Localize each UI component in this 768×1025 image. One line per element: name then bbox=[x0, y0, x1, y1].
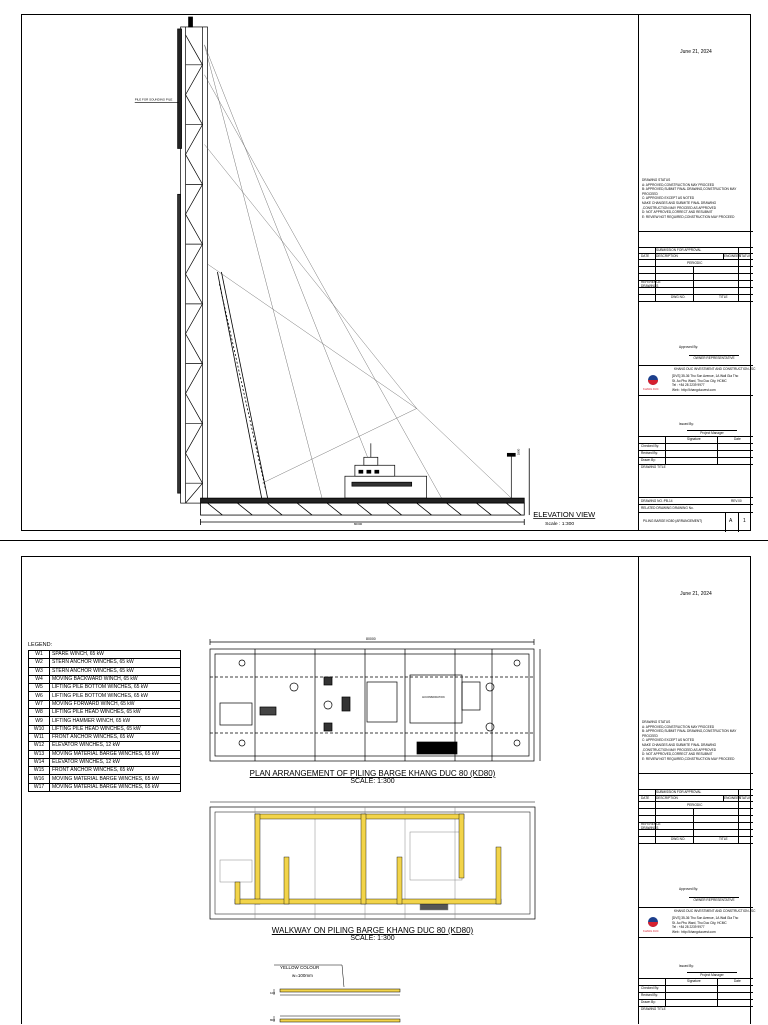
company-logo-text: KHANG DUC bbox=[643, 388, 659, 391]
plan-caption bbox=[210, 769, 535, 785]
submission-label: SUBMISSION FOR APPROVAL bbox=[656, 248, 702, 252]
checked-by-label: Checked By: bbox=[641, 986, 660, 990]
sheet-revision: A bbox=[729, 518, 733, 524]
related-drawing: RELATED DRAWING DRAWING No. bbox=[641, 506, 694, 510]
elevation-scale: Scale : 1:300 bbox=[545, 521, 575, 528]
company-name: KHANG DUC INVESTMENT AND CONSTRUCTION JSC bbox=[674, 909, 756, 913]
legend-row: W3 STERN ANCHOR WINCHES, 65 kW bbox=[29, 667, 181, 675]
legend-row: W10 LIFTING PILE HEAD WINCHES, 65 kW bbox=[29, 725, 181, 733]
yellow-colour-note: YELLOW COLOUR bbox=[280, 965, 320, 970]
project-manager-label: Project Manager bbox=[687, 972, 737, 977]
deck-house bbox=[345, 443, 515, 498]
legend-row: W16 MOVING MATERIAL BARGE WINCHES, 65 kW bbox=[29, 775, 181, 783]
plan-title: PLAN ARRANGEMENT OF PILING BARGE KHANG DUC 80 (KD80) bbox=[249, 769, 496, 778]
owner-rep-label: OWNER REPRESENTATIVE bbox=[689, 355, 739, 360]
drawing-title-label: DRAWING TITLE bbox=[641, 465, 666, 469]
title-col-label: TITLE bbox=[719, 295, 728, 299]
revised-by-label: Revised By: bbox=[641, 451, 659, 455]
plan-arrangement bbox=[210, 639, 540, 761]
company-logo-text: KHANG DUC bbox=[643, 930, 659, 933]
dwg-no-label: DWG NO. bbox=[671, 295, 686, 299]
col-date: DATE bbox=[641, 254, 650, 258]
plan-and-walkway-drawing bbox=[22, 557, 638, 1025]
detail-dimension-b: 800 bbox=[270, 1018, 276, 1022]
sheet-number: 1 bbox=[743, 518, 746, 524]
walkway-caption bbox=[210, 926, 535, 942]
periodic-label: PERIODIC bbox=[687, 803, 703, 807]
issued-by-label: Issued By: bbox=[679, 964, 694, 968]
drawing-title-label: DRAWING TITLE bbox=[641, 1007, 666, 1011]
stay-cables bbox=[204, 45, 511, 498]
dwg-no-label: DWG NO. bbox=[671, 837, 686, 841]
company-name: KHANG DUC INVESTMENT AND CONSTRUCTION JSC bbox=[674, 367, 756, 371]
detail-dimension-a: 100 bbox=[270, 991, 276, 995]
walkway-scale: SCALE: 1:300 bbox=[350, 935, 395, 942]
hull-length-dimension: 80000 bbox=[353, 522, 363, 527]
col-engineer: ENGINEER bbox=[724, 254, 741, 258]
signature-label: Signature bbox=[687, 437, 701, 441]
drawing-sheet-elevation bbox=[21, 14, 756, 531]
reference-drawings: REFERENCE DRAWINGS bbox=[641, 280, 661, 288]
legend-row: W13 MOVING MATERIAL BARGE WINCHES, 65 kW bbox=[29, 750, 181, 758]
legend-row: W12 ELEVATOR WINCHES, 12 kW bbox=[29, 742, 181, 750]
col-description: DESCRIPTION bbox=[656, 796, 678, 800]
legend-row: W2 STERN ANCHOR WINCHES, 65 kW bbox=[29, 659, 181, 667]
plan-drawing-area bbox=[22, 557, 638, 1024]
reference-drawings: REFERENCE DRAWINGS bbox=[641, 822, 661, 830]
drawing-sheet-plan bbox=[21, 556, 756, 1024]
legend-row: W8 LIFTING PILE HEAD WINCHES, 65 kW bbox=[29, 709, 181, 717]
date-label: Date bbox=[734, 979, 741, 983]
leader-tower bbox=[178, 17, 208, 503]
legend-row: W1 SPARE WINCH, 65 kW bbox=[29, 651, 181, 659]
yellow-width-note: w=100mm bbox=[292, 973, 313, 978]
company-logo bbox=[645, 373, 661, 389]
drawing-status-notes: DRAWING STATUS A: APPROVED,CONSTRUCTION MAY PROCEED B: APPROVED,SUBMIT FINAL DRAWING,CONSTRUCTION MAY PROCEED C: APPROVED EXCEPT AS NOTED MAKE CHANGES AND SUBMITE FINAL DRAWING ,CONSTRUCTION MAY PROCEED AS APPROVED D: NOT APPROVED,CORRECT AND RESUBMIT E: REVIEW NOT REQUIRED,CONSTRUCTION MAY PROCEED bbox=[642, 720, 737, 761]
legend-row: W15 FRONT ANCHOR WINCHES, 65 kW bbox=[29, 767, 181, 775]
company-address: [DVS] 35-36 Thu Son Avenue, 1A Wall Gia Tho St. Ao Phu Ward, Thu Duc City, HCMC Tel : +84 28 2239 9977 Web : http://khangducvest.com bbox=[672, 916, 739, 934]
checked-by-label: Checked By: bbox=[641, 444, 660, 448]
legend-row: W9 LIFTING HAMMER WINCH, 65 kW bbox=[29, 717, 181, 725]
sheet-separator bbox=[0, 540, 768, 541]
legend-row: W17 MOVING MATERIAL BARGE WINCHES, 65 kW bbox=[29, 783, 181, 791]
height-dimension: 1800 bbox=[516, 448, 521, 456]
plan-length-dimension: 80000 bbox=[366, 637, 376, 641]
issued-by-label: Issued By: bbox=[679, 422, 694, 426]
elevation-view-title: ELEVATION VIEW bbox=[533, 510, 596, 520]
col-engineer: ENGINEER bbox=[724, 796, 741, 800]
issue-date: June 21, 2024 bbox=[680, 591, 712, 597]
title-col-label: TITLE bbox=[719, 837, 728, 841]
title-block bbox=[638, 557, 756, 1024]
walkway-plan bbox=[210, 802, 535, 919]
company-address: [DVS] 35-36 Thu Son Avenue, 1A Wall Gia Tho St. Ao Phu Ward, Thu Duc City, HCMC Tel : +84 28 2239 9977 Web : http://khangducvest.com bbox=[672, 374, 739, 392]
owner-rep-label: OWNER REPRESENTATIVE bbox=[689, 897, 739, 902]
revised-by-label: Revised By: bbox=[641, 993, 659, 997]
drawing-status-notes: DRAWING STATUS A: APPROVED,CONSTRUCTION MAY PROCEED B: APPROVED,SUBMIT FINAL DRAWING,CONSTRUCTION MAY PROCEED C: APPROVED EXCEPT AS NOTED MAKE CHANGES AND SUBMITE FINAL DRAWING ,CONSTRUCTION MAY PROCEED AS APPROVED D: NOT APPROVED,CORRECT AND RESUBMIT E: REVIEW NOT REQUIRED,CONSTRUCTION MAY PROCEED bbox=[642, 178, 737, 219]
submission-label: SUBMISSION FOR APPROVAL bbox=[656, 790, 702, 794]
drawn-by-label: Drawn By: bbox=[641, 1000, 656, 1004]
drawn-by-label: Drawn By: bbox=[641, 458, 656, 462]
sheet-title: PILING BARGE KD80 (ARRANGEMENT) bbox=[643, 519, 703, 523]
elevation-drawing bbox=[22, 15, 638, 530]
col-date: DATE bbox=[641, 796, 650, 800]
legend-title: LEGEND: bbox=[28, 642, 53, 648]
crane-boom bbox=[217, 272, 268, 501]
periodic-label: PERIODIC bbox=[687, 261, 703, 265]
legend-row: W7 MOVING FORWARD WINCH, 65 kW bbox=[29, 700, 181, 708]
legend-row: W5 LIFTING PILE BOTTOM WINCHES, 65 kW bbox=[29, 684, 181, 692]
drawing-number: DRAWING NO.:PB-14 bbox=[641, 499, 673, 503]
issue-date: June 21, 2024 bbox=[680, 49, 712, 55]
signature-label: Signature bbox=[687, 979, 701, 983]
date-label: Date bbox=[734, 437, 741, 441]
approved-by-label: Approved By: bbox=[679, 345, 699, 349]
col-status: STATUS bbox=[739, 796, 752, 800]
legend-row: W4 MOVING BACKWARD WINCH, 65 kW bbox=[29, 675, 181, 683]
walkway-title: WALKWAY ON PILING BARGE KHANG DUC 80 (KD80) bbox=[271, 926, 474, 935]
company-logo bbox=[645, 915, 661, 931]
col-status: STATUS bbox=[739, 254, 752, 258]
col-description: DESCRIPTION bbox=[656, 254, 678, 258]
plan-room-label: ACCOMMODATION bbox=[422, 696, 445, 699]
legend-row: W6 LIFTING PILE BOTTOM WINCHES, 65 kW bbox=[29, 692, 181, 700]
legend-row: W11 FRONT ANCHOR WINCHES, 65 kW bbox=[29, 733, 181, 741]
project-manager-label: Project Manager bbox=[687, 430, 737, 435]
title-block bbox=[638, 15, 756, 530]
legend-row: W14 ELEVATOR WINCHES, 12 kW bbox=[29, 758, 181, 766]
approved-by-label: Approved By: bbox=[679, 887, 699, 891]
callout-label: PILE FOR SOUNDING PILE bbox=[134, 97, 173, 102]
revision-number: REV.00 bbox=[731, 499, 742, 503]
plan-scale: SCALE: 1:300 bbox=[350, 778, 395, 785]
